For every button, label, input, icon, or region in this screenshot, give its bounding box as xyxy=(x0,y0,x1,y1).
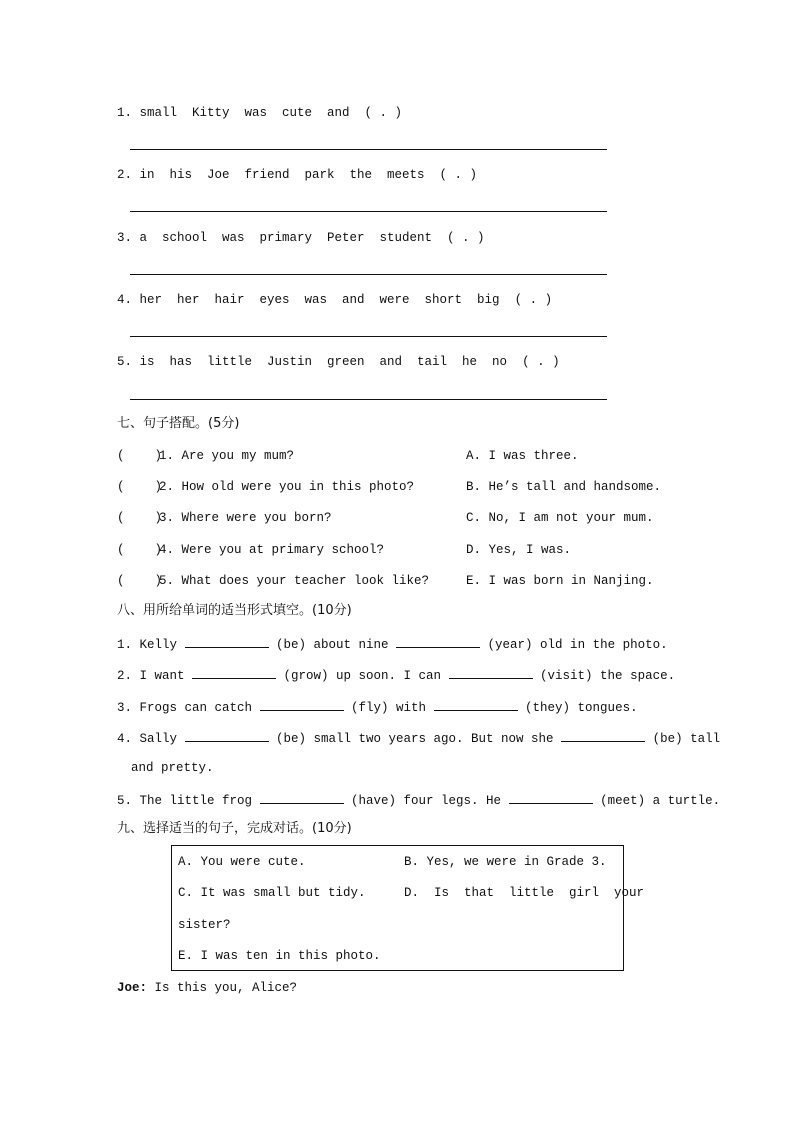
answer-line-4 xyxy=(130,336,607,337)
match-bracket-3[interactable]: ( ) xyxy=(117,511,163,525)
fill-5-part-c: (meet) a turtle. xyxy=(592,794,721,808)
answer-line-3 xyxy=(130,274,607,275)
match-question-1: 1. Are you my mum? xyxy=(159,449,295,463)
fill-2-part-c: (visit) the space. xyxy=(532,669,676,683)
option-e: E. I was ten in this photo. xyxy=(178,949,381,963)
section-9-title: 九、选择适当的句子，完成对话。(10分) xyxy=(117,821,352,836)
option-d-continuation: sister? xyxy=(178,918,231,932)
fill-blank[interactable] xyxy=(449,666,533,679)
fill-item-2 xyxy=(117,666,675,684)
answer-line-1 xyxy=(130,149,607,150)
fill-blank[interactable] xyxy=(260,791,344,804)
fill-blank[interactable] xyxy=(396,635,480,648)
option-c: C. It was small but tidy. xyxy=(178,886,366,900)
fill-4-part-c: (be) tall xyxy=(645,732,721,746)
fill-5-part-a: 5. The little frog xyxy=(117,794,260,808)
match-question-5: 5. What does your teacher look like? xyxy=(159,574,430,588)
option-b: B. Yes, we were in Grade 3. xyxy=(404,855,607,869)
fill-4-continuation: and pretty. xyxy=(131,761,214,775)
match-bracket-4[interactable]: ( ) xyxy=(117,543,163,557)
match-question-3: 3. Where were you born? xyxy=(159,511,332,525)
fill-4-part-a: 4. Sally xyxy=(117,732,185,746)
dialogue-text: Is this you, Alice? xyxy=(147,981,298,995)
match-bracket-2[interactable]: ( ) xyxy=(117,480,163,494)
fill-item-4 xyxy=(117,729,720,747)
fill-3-part-c: (they) tongues. xyxy=(517,701,638,715)
answer-line-5 xyxy=(130,399,607,400)
section-8-title: 八、用所给单词的适当形式填空。(10分) xyxy=(117,603,352,618)
match-answer-b: B. He’s tall and handsome. xyxy=(466,480,662,494)
fill-2-part-b: (grow) up soon. I can xyxy=(276,669,449,683)
match-bracket-5[interactable]: ( ) xyxy=(117,574,163,588)
fill-item-3 xyxy=(117,698,638,716)
option-a: A. You were cute. xyxy=(178,855,306,869)
fill-blank[interactable] xyxy=(561,729,645,742)
match-question-4: 4. Were you at primary school? xyxy=(159,543,385,557)
match-bracket-1[interactable]: ( ) xyxy=(117,449,163,463)
fill-item-5 xyxy=(117,791,720,809)
match-answer-c: C. No, I am not your mum. xyxy=(466,511,654,525)
fill-blank[interactable] xyxy=(192,666,276,679)
match-question-2: 2. How old were you in this photo? xyxy=(159,480,415,494)
dialogue-line-1 xyxy=(117,980,297,996)
fill-blank[interactable] xyxy=(185,729,269,742)
fill-2-part-a: 2. I want xyxy=(117,669,193,683)
answer-line-2 xyxy=(130,211,607,212)
speaker-name: Joe: xyxy=(117,981,148,995)
fill-3-part-b: (fly) with xyxy=(343,701,434,715)
fill-1-part-c: (year) old in the photo. xyxy=(480,638,668,652)
fill-blank[interactable] xyxy=(434,698,518,711)
fill-item-1 xyxy=(117,635,668,653)
option-d: D. Is that little girl your xyxy=(404,886,645,900)
fill-5-part-b: (have) four legs. He xyxy=(343,794,509,808)
scramble-item-1: 1. small Kitty was cute and ( . ) xyxy=(117,106,403,120)
fill-blank[interactable] xyxy=(185,635,269,648)
fill-blank[interactable] xyxy=(509,791,593,804)
fill-4-part-b: (be) small two years ago. But now she xyxy=(268,732,562,746)
scramble-item-3: 3. a school was primary Peter student ( . ) xyxy=(117,231,485,245)
scramble-item-4: 4. her her hair eyes was and were short big ( . ) xyxy=(117,293,553,307)
fill-1-part-a: 1. Kelly xyxy=(117,638,185,652)
fill-1-part-b: (be) about nine xyxy=(268,638,397,652)
fill-3-part-a: 3. Frogs can catch xyxy=(117,701,260,715)
fill-blank[interactable] xyxy=(260,698,344,711)
match-answer-a: A. I was three. xyxy=(466,449,579,463)
section-7-title: 七、句子搭配。(5分) xyxy=(117,416,240,431)
match-answer-d: D. Yes, I was. xyxy=(466,543,572,557)
match-answer-e: E. I was born in Nanjing. xyxy=(466,574,654,588)
scramble-item-5: 5. is has little Justin green and tail he no ( . ) xyxy=(117,355,560,369)
scramble-item-2: 2. in his Joe friend park the meets ( . ) xyxy=(117,168,478,182)
